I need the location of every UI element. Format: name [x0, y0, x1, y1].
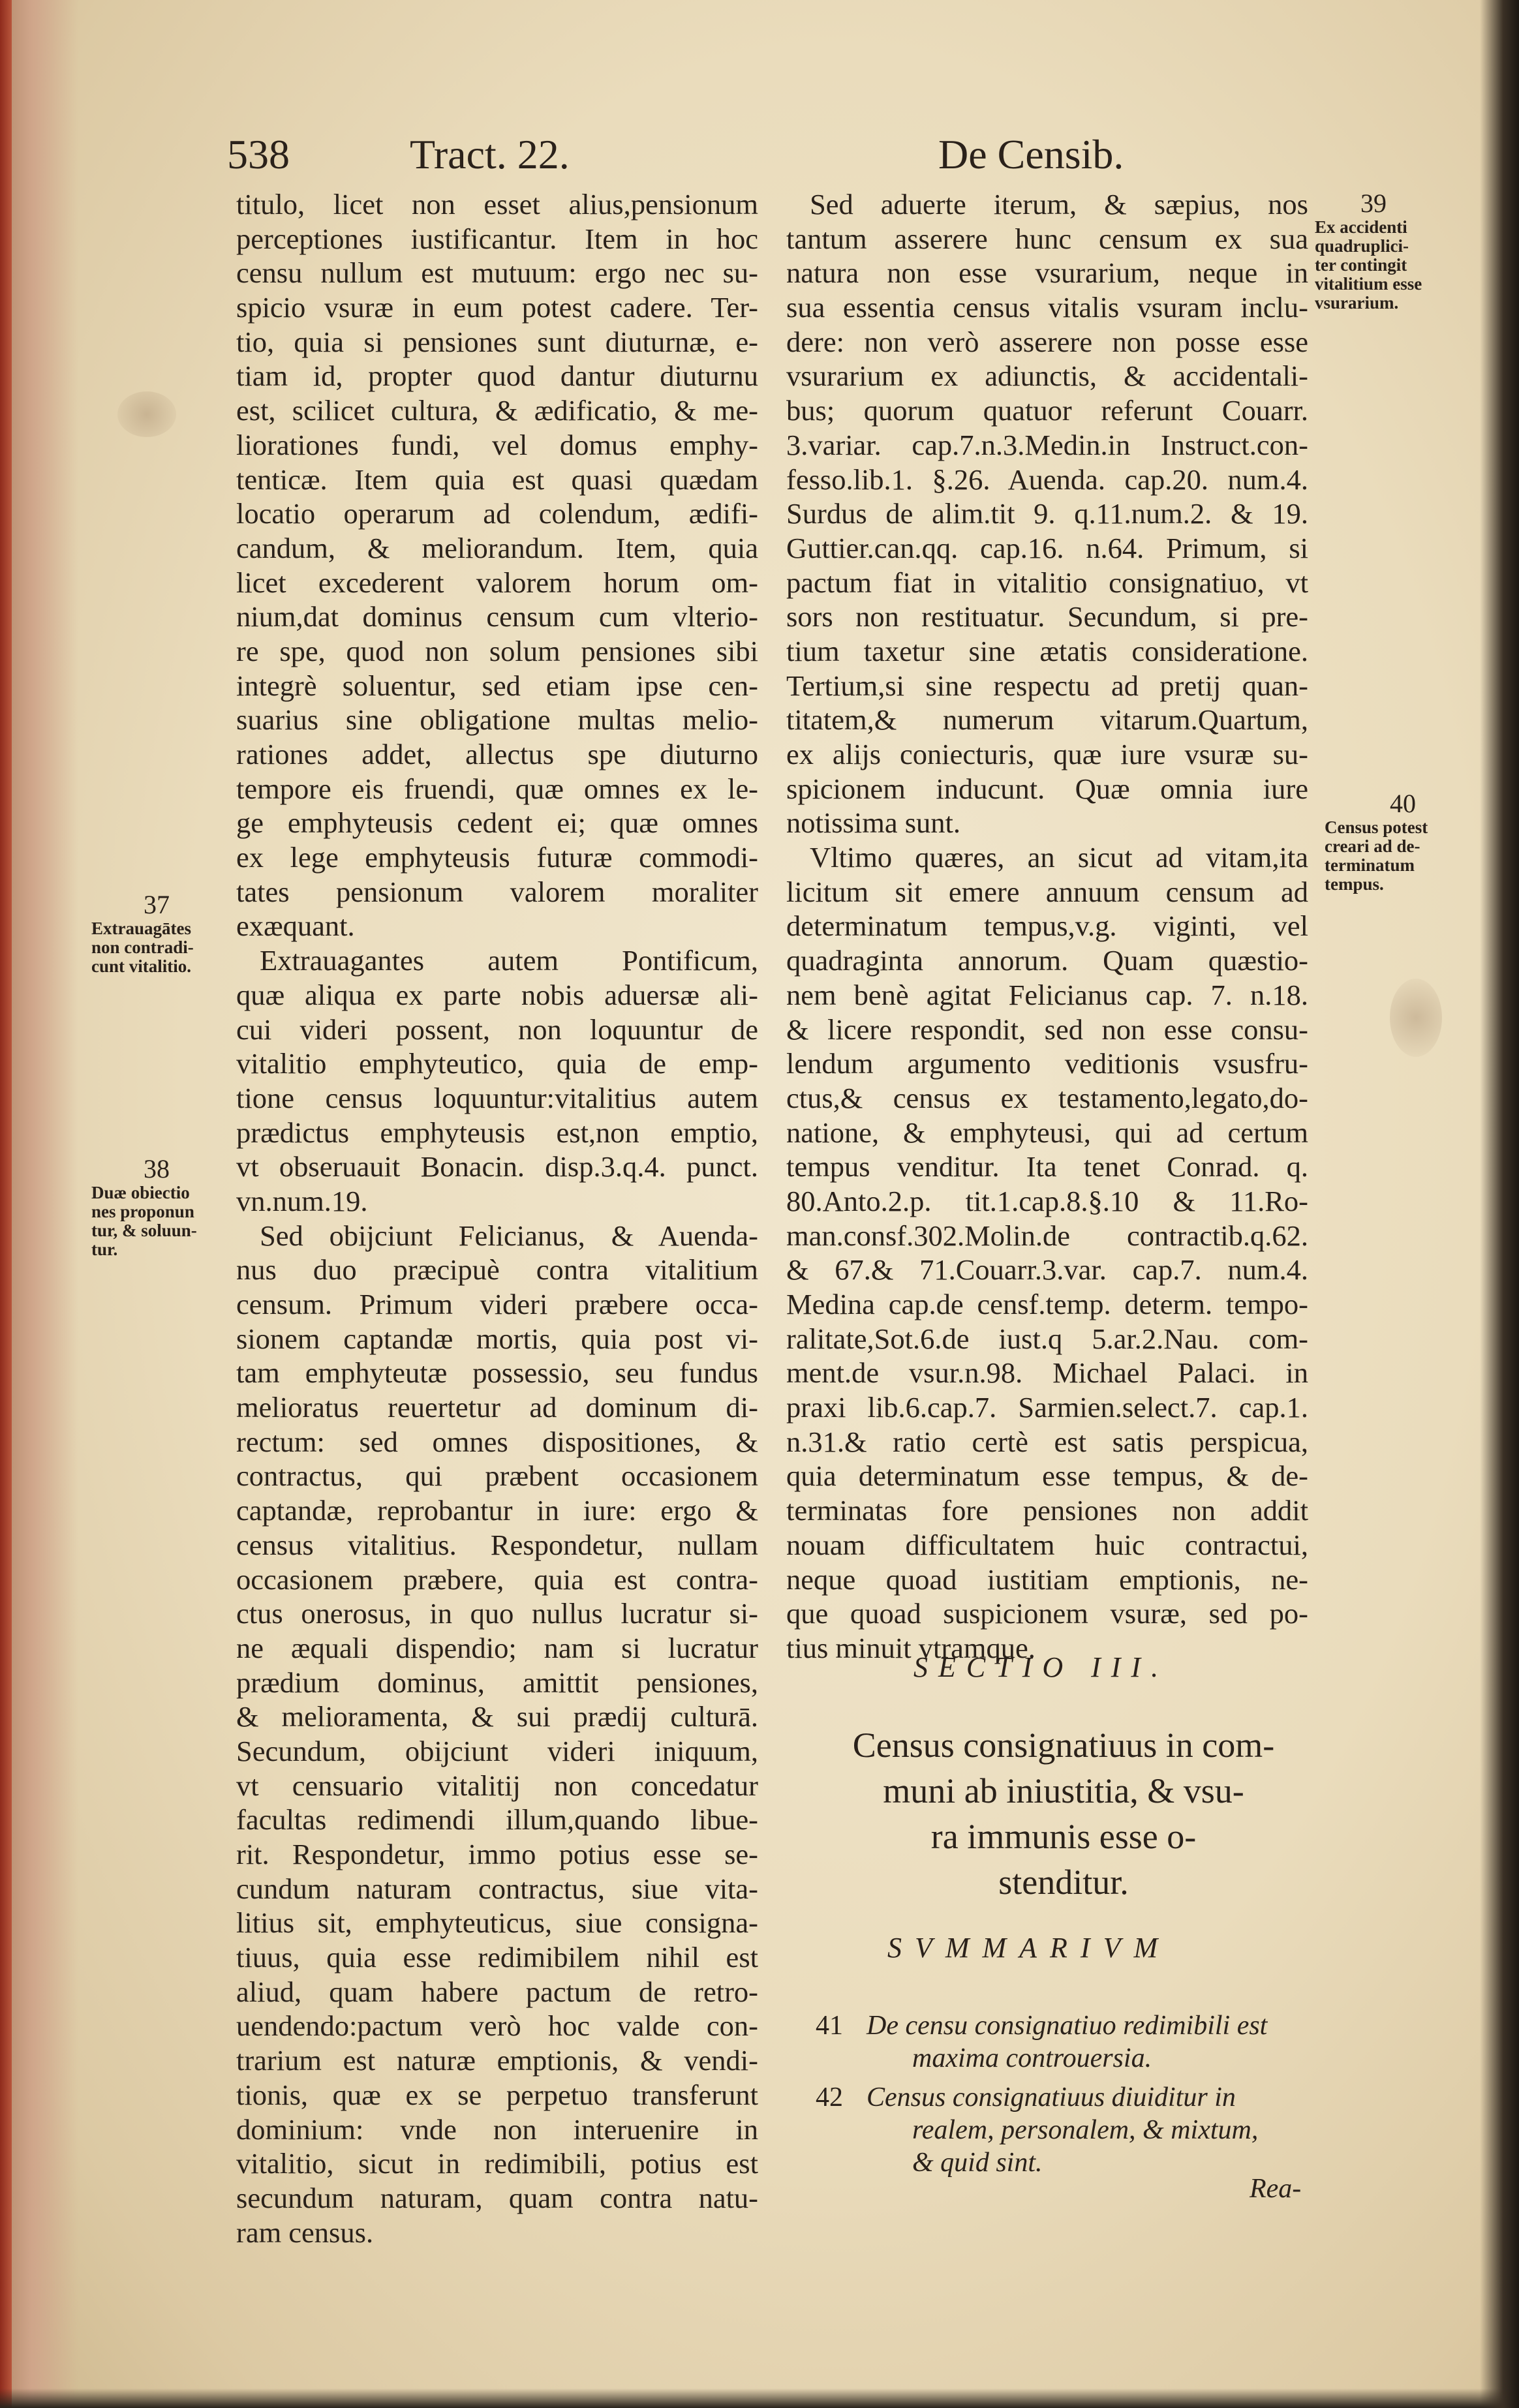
text-line: fesso.lib.1. §.26. Auenda. cap.20. num.4.	[786, 463, 1308, 496]
text-line: man.consf.302.Molin.de contractib.q.62.	[786, 1219, 1308, 1252]
text-line: secundum naturam, quam contra natu-	[236, 2181, 758, 2214]
text-line: determinatum tempus,v.g. viginti, vel	[786, 909, 1308, 943]
text-line: dominium: vnde non interuenire in	[236, 2112, 758, 2146]
text-line: rit. Respondetur, immo potius esse se-	[236, 1838, 758, 1870]
text-line: spicio vsuræ in eum potest cadere. Ter-	[236, 291, 758, 324]
text-line: re spe, quod non solum pensiones sibi	[236, 634, 758, 667]
text-line: Vltimo quæres, an sicut ad vitam,ita	[810, 841, 1308, 874]
book-page: 538 Tract. 22. De Censib. titulo, licet non esset alius,pensionum perceptiones iustificantur. Item in hoc censu nullum est mutuum: ergo nec su- spicio vsuræ in eum potest cadere. Ter- tio, quia si pensiones sunt diuturnæ, e- tiam id, propter quod dantur diuturnu est, scilicet cultura, & ædificatio, & me- liorationes fundi, vel domus emphy- tenticæ. Item quia est quasi quædam locatio operarum ad colendum, ædifi- candum, & meliorandum. Item, quia licet excederent valorem horum om- nium,dat dominus censum cum vlterio- re spe, quod non solum pensiones sibi integrè soluentur, sed etiam ipse cen- suarius sine obligatione multas melio- rationes addet, allectus spe diuturno tempore eis fruendi, quæ omnes ex le- ge emphyteusis cedent ei; quæ omnes ex lege emphyteusis futuræ commodi- tates pensionum valorem moraliter exæquant. Extrauagantes autem Pontificum, quæ aliqua ex parte nobis aduersæ ali- cui videri possent, non loquuntur de vitalitio emphyteutico, quia de emp- tione census loquuntur:vitalitius autem prædictus emphyteusis est,non emptio, vt obseruauit Bonacin. disp.3.q.4. punct. vn.num.19. Sed obijciunt Felicianus, & Auenda- nus duo præcipuè contra vitalitium censum. Primum videri præbere occa- sionem captandæ mortis, quia post vi- tam emphyteutæ possessio, seu fundus melioratus reuertetur ad dominum di- rectum: sed omnes dispositiones, & contractus, qui præbent occasionem captandæ, reprobantur in iure: ergo & census vitalitius. Respondetur, nullam occasionem præbere, quia est contra- ctus onerosus, in quo nullus lucratur si- ne æquali dispendio; nam si lucratur prædium dominus, amittit pensiones, & melioramenta, & sui prædij culturā. Secundum, obijciunt videri iniquum, vt censuario vitalitij non concedatur facultas redimendi illum,quando libue- rit. Respondetur, immo potius esse se- cundum naturam contractus, siue vita- litius sit, emphyteuticus, siue consigna- tiuus, quia esse redimibilem nihil est aliud, quam habere pactum de retro- uendendo:pactum verò hoc valde con- trarium est naturæ emptionis, & vendi- tionis, quæ ex se perpetuo transferunt dominium: vnde non interuenire in vitalitio, sicut in redimibili, potius est secundum naturam, quam contra natu- ram census. Sed aduerte iterum, & sæpius, nos tantum asserere hunc censum ex sua natura non esse vsurarium, neque in sua essentia census vitalis vsuram inclu- dere: non verò asserere non posse esse vsurarium ex adiunctis, & accidentali- bus; quorum quatuor referunt Couarr. 3.variar. cap.7.n.3.Medin.in Instruct.con- fesso.lib.1. §.26. Auenda. cap.20. num.4. Surdus de alim.tit 9. q.11.num.2. & 19. Guttier.can.qq. cap.16. n.64. Primum, si pactum fiat in vitalitio consignatiuo, vt sors non restituatur. Secundum, si pre- tium taxetur sine ætatis consideratione. Tertium,si sine respectu ad pretij quan- titatem,& numerum vitarum.Quartum, ex alijs coniecturis, quæ iure vsuræ su- spicionem inducunt. Quæ omnia iure notissima sunt. Vltimo quæres, an sicut ad vitam,ita licitum sit emere annuum censum ad determinatum tempus,v.g. viginti, vel quadraginta annorum. Quam quæstio- nem benè agitat Felicianus cap. 7. n.18. & licere respondit, sed non esse consu- lendum argumento veditionis vsusfru- ctus,& census ex testamento,legato,do- natione, & emphyteusi, qui ad certum tempus venditur. Ita tenet Conrad. q. 80.Anto.2.p. tit.1.cap.8.§.10 & 11.Ro- man.consf.302.Molin.de contractib.q.62. & 67.& 71.Couarr.3.var. cap.7. num.4. Medina cap.de censf.temp. determ. tempo- ralitate,Sot.6.de iust.q 5.ar.2.Nau. com- ment.de vsur.n.98. Michael Palaci. in praxi lib.6.cap.7. Sarmien.select.7. cap.1. n.31.& ratio certè est satis perspicua, quia determinatum esse tempus, & de- terminatas fore pensiones non addit nouam difficultatem huic contractui, neque quoad iustitiam emptionis, ne- que quoad suspicionem vsuræ, sed po- tius minuit vtramque. 37 Extrauagātes non contradi- cunt vitalitio. 38 Duæ obiectio nes proponun tur, & soluun- tur. 39 Ex accidenti quadruplici- ter contingit vitalitium esse vsurarium. 40 Census potest creari ad de- terminatum tempus. SECTIO III. Census consignatiuus in com- muni ab iniustitia, & vsu- ra immunis esse o- stenditur. SVMMARIVM 41 De censu consignatiuo redimibili est maxima controuersia. 42 Census consignatiuus diuiditur in realem, personalem, & mixtum, & quid sint. Rea-	[0, 0, 1519, 2408]
section-title: Census consignatiuus in com- muni ab iniustitia, & vsu- ra immunis esse o- stenditur.	[852, 1726, 1275, 1902]
text-line: tionis, quæ ex se perpetuo transferunt	[236, 2078, 758, 2111]
text-line: Surdus de alim.tit 9. q.11.num.2. & 19.	[786, 497, 1308, 530]
text-line: notissima sunt.	[786, 806, 961, 840]
text-line: est, scilicet cultura, & ædificatio, & me-	[236, 394, 758, 427]
text-line: ex alijs coniecturis, quæ iure vsuræ su-	[786, 738, 1308, 770]
text-line: quadraginta annorum. Quam quæstio-	[786, 944, 1308, 977]
text-line: sua essentia census vitalis vsuram inclu-	[786, 291, 1308, 324]
text-line: nem benè agitat Felicianus cap. 7. n.18.	[786, 978, 1308, 1011]
text-line: exæquant.	[236, 909, 355, 943]
text-line: lendum argumento veditionis vsusfru-	[786, 1047, 1308, 1080]
text-line: Secundum, obijciunt videri iniquum,	[236, 1734, 758, 1767]
text-line: captandæ, reprobantur in iure: ergo &	[236, 1494, 758, 1527]
text-line: ne æquali dispendio; nam si lucratur	[236, 1631, 758, 1664]
ink-smudge	[1390, 979, 1442, 1057]
text-line: & melioramenta, & sui prædij culturā.	[236, 1700, 758, 1733]
text-line: que quoad suspicionem vsuræ, sed po-	[786, 1597, 1308, 1630]
text-line: ralitate,Sot.6.de iust.q 5.ar.2.Nau. com-	[786, 1322, 1308, 1355]
text-line: nouam difficultatem huic contractui,	[786, 1528, 1308, 1561]
text-line: cundum naturam contractus, siue vita-	[236, 1872, 758, 1905]
text-line: vitalitio emphyteutico, quia de emp-	[236, 1047, 758, 1080]
text-line: dere: non verò asserere non posse esse	[786, 325, 1308, 358]
text-line: ge emphyteusis cedent ei; quæ omnes	[236, 806, 758, 840]
text-line: vn.num.19.	[236, 1184, 368, 1217]
text-line: prædium dominus, amittit pensiones,	[236, 1666, 758, 1699]
text-line: natione, & emphyteusi, qui ad certum	[786, 1116, 1308, 1149]
text-line: census vitalitius. Respondetur, nullam	[236, 1528, 758, 1561]
text-line: tam emphyteutæ possessio, seu fundus	[236, 1356, 758, 1390]
text-line: vt obseruauit Bonacin. disp.3.q.4. punct.	[236, 1150, 758, 1183]
text-line: nus duo præcipuè contra vitalitium	[236, 1253, 758, 1287]
text-line: uendendo:pactum verò hoc valde con-	[236, 2009, 758, 2043]
text-line: pactum fiat in vitalitio consignatiuo, vt	[786, 566, 1308, 599]
summary-label: SVMMARIVM	[887, 1932, 1171, 1964]
text-line: & licere respondit, sed non esse consu-	[786, 1013, 1308, 1046]
right-text-column	[786, 187, 1308, 1666]
text-line: licet excederent valorem horum om-	[236, 566, 758, 599]
text-line: ex lege emphyteusis futuræ commodi-	[236, 841, 758, 874]
text-line: perceptiones iustificantur. Item in hoc	[236, 222, 758, 255]
text-line: vsurarium ex adiunctis, & accidentali-	[786, 359, 1308, 393]
text-line: licitum sit emere annuum censum ad	[786, 875, 1308, 908]
text-line: bus; quorum quatuor referunt Couarr.	[786, 394, 1308, 427]
text-line: spicionem inducunt. Quæ omnia iure	[786, 772, 1308, 805]
text-line: ctus onerosus, in quo nullus lucratur si-	[236, 1597, 758, 1630]
text-line: tantum asserere hunc censum ex sua	[786, 222, 1308, 255]
running-title: De Censib.	[938, 131, 1124, 177]
text-line: Medina cap.de censf.temp. determ. tempo-	[786, 1288, 1308, 1320]
text-line: nium,dat dominus censum cum vlterio-	[236, 600, 758, 633]
text-line: rectum: sed omnes dispositiones, &	[236, 1425, 758, 1458]
left-text-column	[236, 187, 758, 2249]
text-line: tates pensionum valorem moraliter	[236, 875, 758, 908]
text-line: Sed aduerte iterum, & sæpius, nos	[810, 188, 1308, 221]
text-line: sors non restituatur. Secundum, si pre-	[786, 600, 1308, 633]
text-line: tione census loquuntur:vitalitius autem	[236, 1081, 758, 1114]
text-line: ram census.	[236, 2216, 374, 2249]
text-line: sionem captandæ mortis, quia post vi-	[236, 1322, 758, 1355]
text-line: natura non esse vsurarium, neque in	[786, 256, 1308, 290]
text-line: quæ aliqua ex parte nobis aduersæ ali-	[236, 978, 758, 1011]
text-line: vt censuario vitalitij non concedatur	[236, 1769, 758, 1802]
margin-note-37: 37 Extrauagātes non contradi- cunt vitalitio.	[91, 890, 194, 976]
text-line: & 67.& 71.Couarr.3.var. cap.7. num.4.	[786, 1253, 1308, 1287]
text-line: Guttier.can.qq. cap.16. n.64. Primum, si	[786, 531, 1308, 564]
text-line: prædictus emphyteusis est,non emptio,	[236, 1116, 758, 1149]
text-line: titatem,& numerum vitarum.Quartum,	[786, 703, 1308, 737]
margin-note-39: 39 Ex accidenti quadruplici- ter contingit vitalitium esse vsurarium.	[1315, 189, 1422, 312]
text-line: tiam id, propter quod dantur diuturnu	[236, 359, 758, 393]
text-line: tius minuit vtramque.	[786, 1631, 1036, 1664]
text-line: occasionem præbere, quia est contra-	[236, 1562, 758, 1596]
text-line: integrè soluentur, sed etiam ipse cen-	[236, 669, 758, 702]
page-edge	[0, 0, 12, 2408]
text-line: ctus,& census ex testamento,legato,do-	[786, 1081, 1308, 1114]
text-line: melioratus reuertetur ad dominum di-	[236, 1391, 758, 1424]
text-line: 3.variar. cap.7.n.3.Medin.in Instruct.con-	[786, 428, 1308, 461]
page-shadow	[0, 2388, 1519, 2408]
text-line: facultas redimendi illum,quando libue-	[236, 1803, 758, 1836]
text-line: tenticæ. Item quia est quasi quædam	[236, 463, 758, 496]
text-line: cui videri possent, non loquuntur de	[236, 1013, 758, 1046]
ink-smudge	[117, 391, 176, 437]
text-line: terminatas fore pensiones non addit	[786, 1494, 1308, 1527]
text-line: tio, quia si pensiones sunt diuturnæ, e-	[236, 325, 758, 358]
text-line: suarius sine obligatione multas melio-	[236, 703, 758, 737]
margin-note-40: 40 Census potest creari ad de- terminatum tempus.	[1325, 789, 1428, 894]
text-line: quia determinatum esse tempus, & de-	[786, 1459, 1308, 1493]
text-line: Extrauagantes autem Pontificum,	[260, 944, 758, 977]
text-line: ment.de vsur.n.98. Michael Palaci. in	[786, 1356, 1308, 1390]
page-number: 538	[227, 131, 290, 177]
text-line: titulo, licet non esset alius,pensionum	[236, 188, 758, 221]
text-line: Sed obijciunt Felicianus, & Auenda-	[260, 1219, 758, 1252]
text-line: contractus, qui præbent occasionem	[236, 1459, 758, 1493]
text-line: tempore eis fruendi, quæ omnes ex le-	[236, 772, 758, 805]
catchword: Rea-	[1250, 2174, 1302, 2204]
text-line: Tertium,si sine respectu ad pretij quan-	[786, 669, 1308, 702]
text-line: tempus venditur. Ita tenet Conrad. q.	[786, 1150, 1308, 1183]
text-line: 80.Anto.2.p. tit.1.cap.8.§.10 & 11.Ro-	[786, 1184, 1308, 1217]
text-line: locatio operarum ad colendum, ædifi-	[236, 497, 758, 530]
text-line: tium taxetur sine ætatis consideratione.	[786, 634, 1308, 667]
text-line: trarium est naturæ emptionis, & vendi-	[236, 2044, 758, 2077]
text-line: neque quoad iustitiam emptionis, ne-	[786, 1562, 1308, 1596]
text-line: tiuus, quia esse redimibilem nihil est	[236, 1941, 758, 1974]
section-label: SECTIO III.	[913, 1651, 1169, 1683]
text-line: censu nullum est mutuum: ergo nec su-	[236, 256, 758, 290]
text-line: vitalitio, sicut in redimibili, potius est	[236, 2147, 758, 2180]
text-line: aliud, quam habere pactum de retro-	[236, 1975, 758, 2008]
text-line: n.31.& ratio certè est satis perspicua,	[786, 1425, 1308, 1458]
text-line: litius sit, emphyteuticus, siue consigna-	[236, 1906, 758, 1940]
text-line: censum. Primum videri præbere occa-	[236, 1288, 758, 1320]
text-line: praxi lib.6.cap.7. Sarmien.select.7. cap.1.	[786, 1391, 1308, 1424]
margin-note-38: 38 Duæ obiectio nes proponun tur, & soluun- tur.	[91, 1154, 197, 1259]
text-line: candum, & meliorandum. Item, quia	[236, 531, 758, 564]
tract-label: Tract. 22.	[410, 131, 570, 177]
text-line: rationes addet, allectus spe diuturno	[236, 738, 758, 770]
text-line: liorationes fundi, vel domus emphy-	[236, 428, 758, 461]
